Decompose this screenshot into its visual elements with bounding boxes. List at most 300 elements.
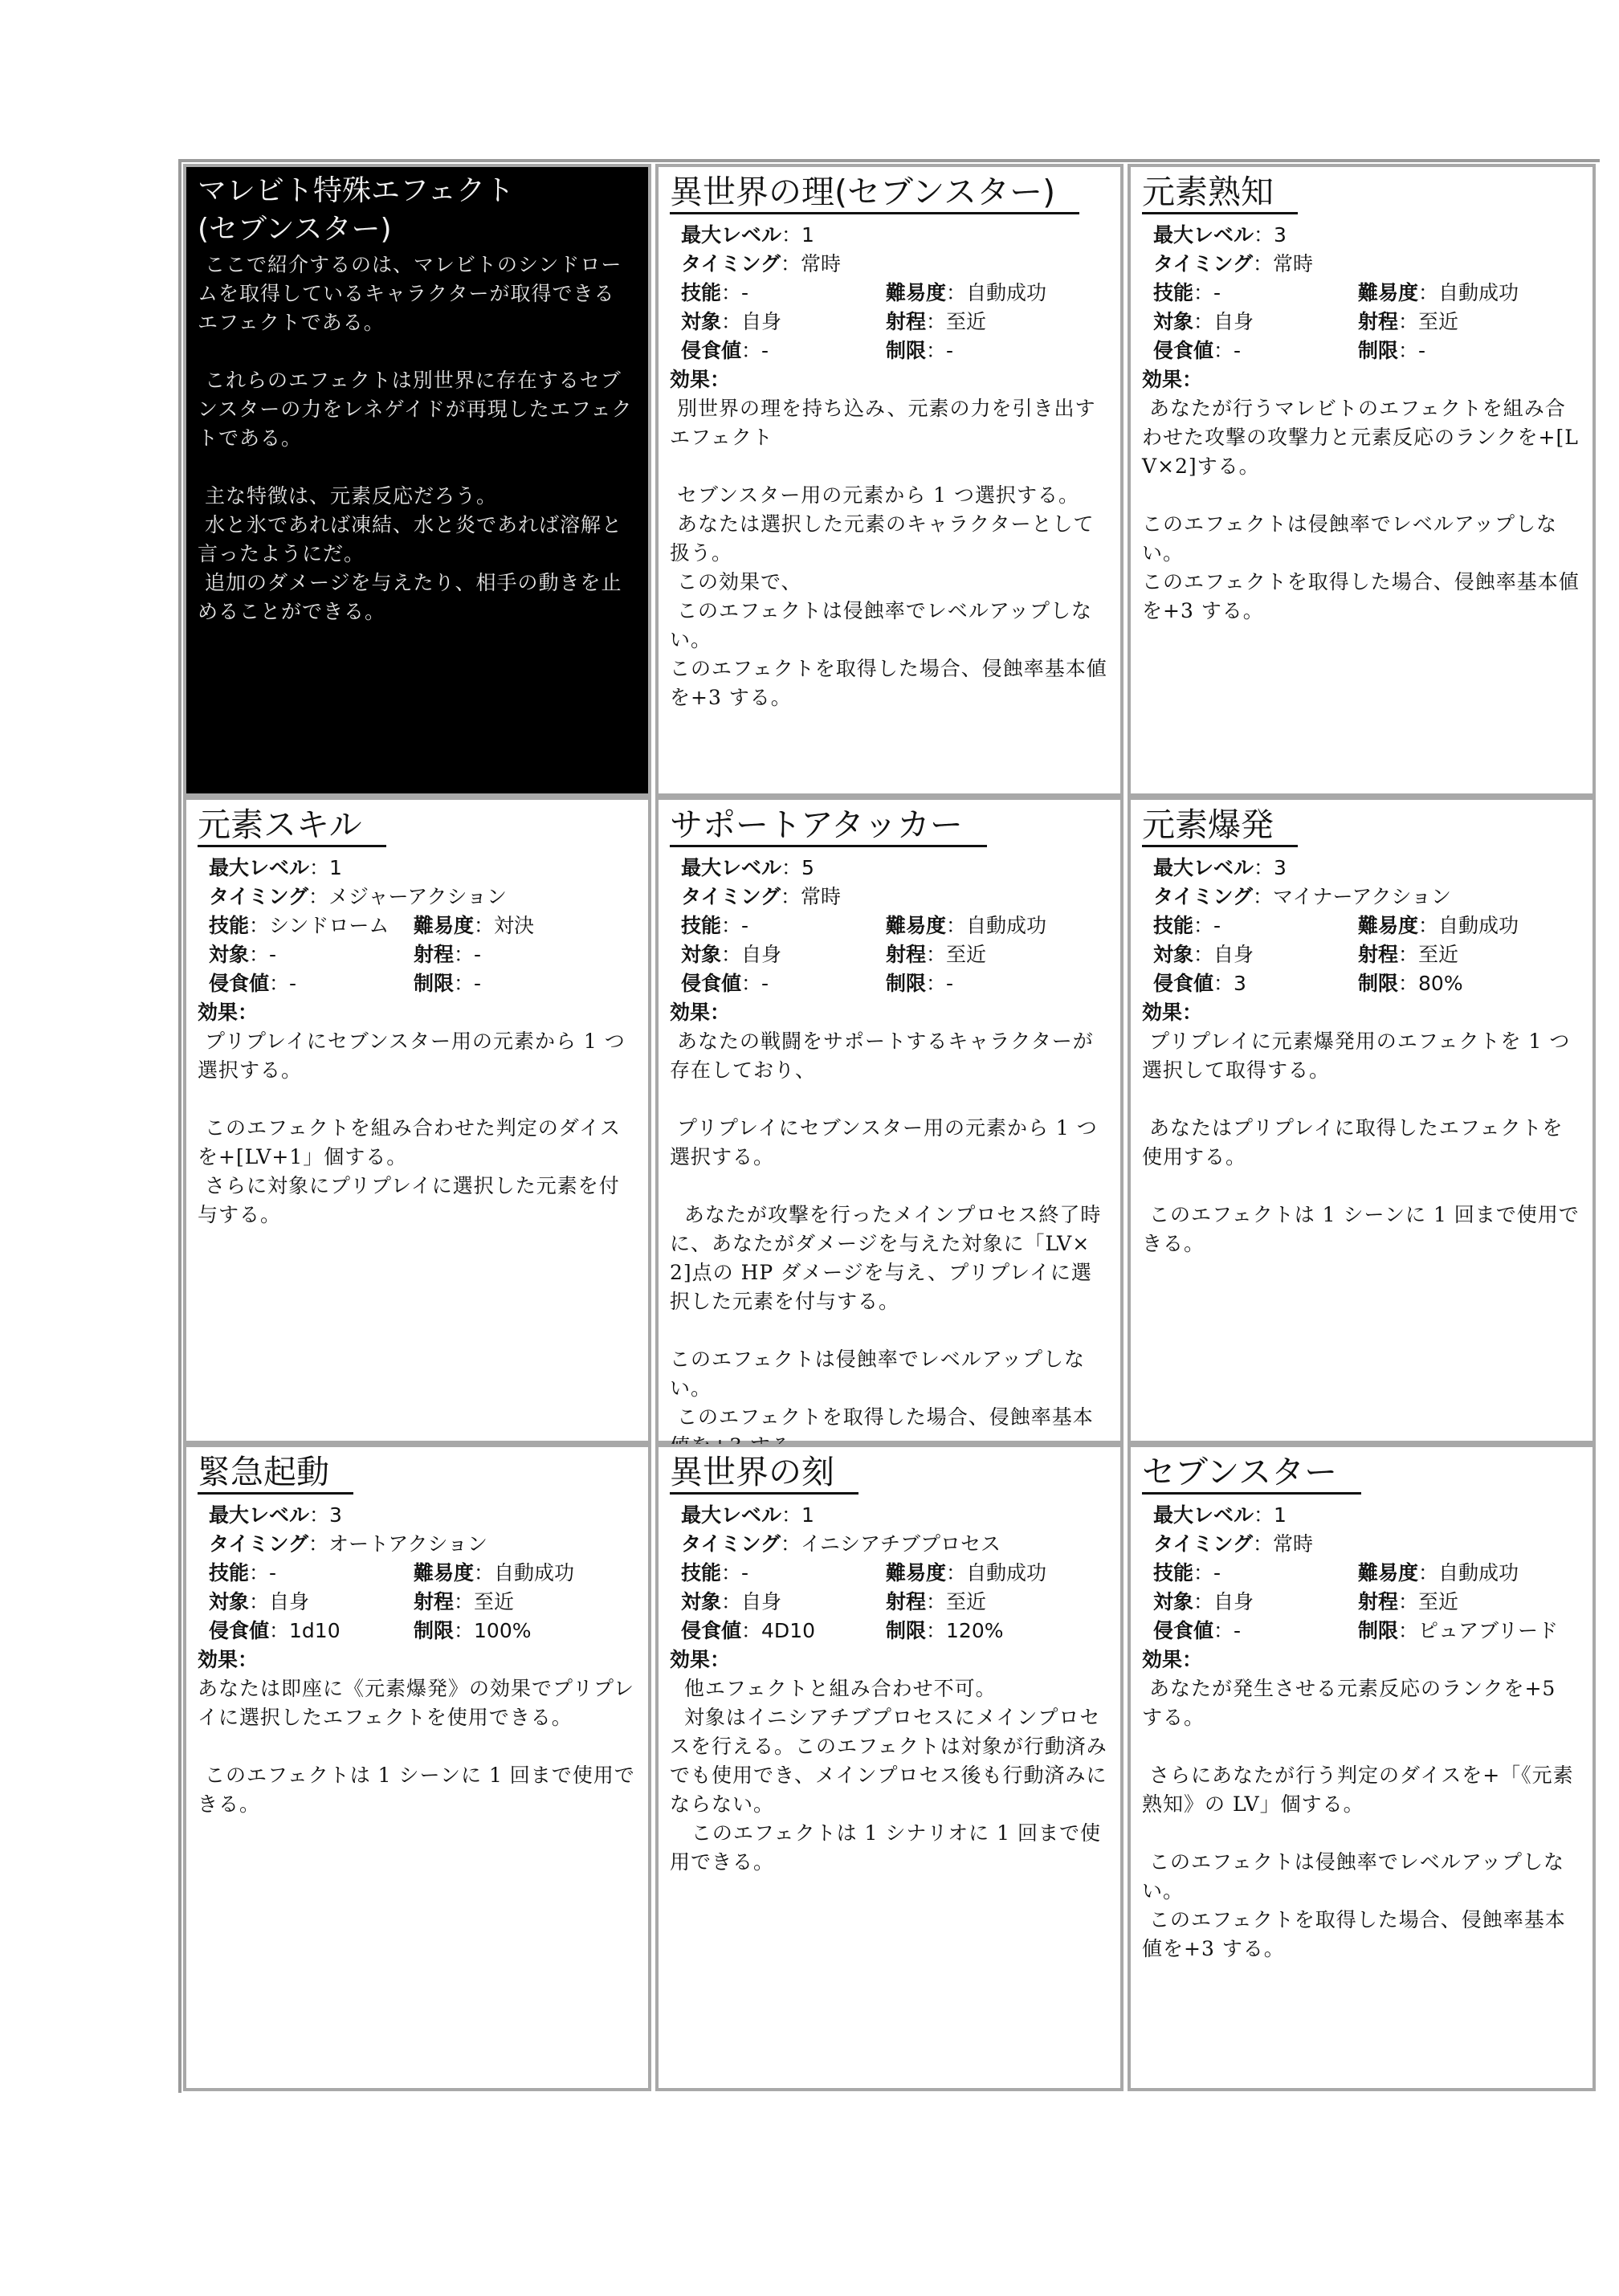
difficulty-label: 難易度 <box>886 914 947 937</box>
range-label: 射程 <box>1358 310 1399 333</box>
erosion-field <box>1153 969 1358 998</box>
difficulty-field <box>414 1559 574 1588</box>
skill-field <box>681 279 886 308</box>
max-level-label: 最大レベル <box>1153 223 1254 247</box>
timing-field <box>1153 883 1451 911</box>
range-field <box>1358 940 1458 969</box>
limit-label: 制限 <box>414 1619 455 1642</box>
range-value: 至近 <box>946 310 987 333</box>
range-field <box>414 940 481 969</box>
separator: ： <box>308 1532 329 1556</box>
max-level-field <box>1153 1501 1287 1530</box>
effect-label-text: 効果 <box>198 1648 239 1671</box>
effect-title: 異世界の理(セブンスター) <box>670 172 1079 214</box>
target-field <box>1153 1588 1358 1617</box>
difficulty-label: 難易度 <box>1358 281 1419 304</box>
max-level-label: 最大レベル <box>681 856 782 879</box>
erosion-value: 4D10 <box>761 1619 815 1642</box>
separator: ： <box>1213 972 1234 995</box>
timing-label: タイミング <box>681 885 781 908</box>
effect-stats <box>209 854 648 998</box>
limit-value: 80% <box>1418 972 1463 995</box>
difficulty-value: 対決 <box>494 914 535 937</box>
skill-label: 技能 <box>209 1561 250 1584</box>
timing-label: タイミング <box>209 1532 309 1556</box>
timing-label: タイミング <box>1153 885 1254 908</box>
effect-label-text: 効果 <box>670 368 711 391</box>
separator: ： <box>781 252 801 275</box>
target-value: - <box>269 943 277 966</box>
skill-label: 技能 <box>1153 281 1194 304</box>
separator: ： <box>946 281 967 304</box>
skill-field <box>209 1559 414 1588</box>
difficulty-label: 難易度 <box>1358 914 1419 937</box>
separator: ： <box>781 885 801 908</box>
skill-value: - <box>1213 914 1221 937</box>
effect-stats <box>1153 854 1592 998</box>
target-value: 自身 <box>741 310 782 333</box>
erosion-value: - <box>1234 1619 1242 1642</box>
effect-card <box>655 1444 1124 2091</box>
limit-label: 制限 <box>1358 1619 1399 1642</box>
target-label: 対象 <box>681 943 722 966</box>
difficulty-value: 自動成功 <box>966 914 1047 937</box>
timing-field <box>681 883 841 911</box>
max-level-value: 1 <box>801 223 814 247</box>
separator: ： <box>1213 339 1234 362</box>
separator: ： <box>710 368 731 391</box>
max-level-field <box>1153 221 1287 250</box>
erosion-label: 侵食値 <box>209 1619 270 1642</box>
target-field <box>681 1588 886 1617</box>
timing-label: タイミング <box>1153 1532 1254 1556</box>
separator: ： <box>474 1561 495 1584</box>
limit-label: 制限 <box>886 1619 927 1642</box>
separator: ： <box>1398 943 1419 966</box>
max-level-field <box>681 854 814 883</box>
intro-card <box>183 164 651 797</box>
separator: ： <box>1398 339 1419 362</box>
target-value: 自身 <box>1213 1590 1254 1613</box>
separator: ： <box>1254 1503 1274 1527</box>
separator: ： <box>741 339 762 362</box>
limit-value: 100% <box>474 1619 532 1642</box>
separator: ： <box>454 943 475 966</box>
limit-label: 制限 <box>414 972 455 995</box>
separator: ： <box>249 1590 270 1613</box>
skill-value: - <box>741 914 749 937</box>
limit-field <box>414 969 481 998</box>
separator: ： <box>781 1532 801 1556</box>
separator: ： <box>721 281 742 304</box>
limit-field <box>886 969 953 998</box>
skill-field <box>1153 279 1358 308</box>
target-value: 自身 <box>741 1590 782 1613</box>
separator: ： <box>1253 1532 1274 1556</box>
skill-value: - <box>1213 281 1221 304</box>
target-label: 対象 <box>681 310 722 333</box>
timing-value: イニシアチブプロセス <box>801 1532 1001 1556</box>
skill-label: 技能 <box>681 1561 722 1584</box>
erosion-value: - <box>761 339 769 362</box>
range-field <box>1358 1588 1458 1617</box>
limit-value: - <box>474 972 482 995</box>
separator: ： <box>721 310 742 333</box>
skill-value: シンドローム <box>269 914 389 937</box>
separator: ： <box>741 972 762 995</box>
max-level-label: 最大レベル <box>681 223 782 247</box>
separator: ： <box>781 223 802 247</box>
max-level-field <box>681 1501 814 1530</box>
effect-card <box>1128 1444 1596 2091</box>
separator: ： <box>1253 885 1274 908</box>
separator: ： <box>926 1590 947 1613</box>
separator: ： <box>1182 368 1203 391</box>
effect-card <box>1128 164 1596 797</box>
separator: ： <box>926 339 947 362</box>
erosion-label: 侵食値 <box>1153 1619 1214 1642</box>
difficulty-value: 自動成功 <box>494 1561 575 1584</box>
erosion-field <box>209 969 414 998</box>
separator: ： <box>721 914 742 937</box>
separator: ： <box>946 914 967 937</box>
effect-title: 元素熟知 <box>1142 172 1298 214</box>
timing-field <box>1153 250 1313 279</box>
effect-text: あなたは即座に《元素爆発》の効果でプリプレイに選択したエフェクトを使用できる。 このエフェクトは 1 シーンに 1 回まで使用できる。 <box>198 1677 635 1816</box>
range-field <box>1358 308 1458 336</box>
range-label: 射程 <box>886 1590 927 1613</box>
erosion-value: - <box>289 972 297 995</box>
separator: ： <box>238 1001 259 1024</box>
timing-label: タイミング <box>209 885 309 908</box>
range-value: 至近 <box>946 943 987 966</box>
effect-stats <box>681 854 1120 998</box>
timing-label: タイミング <box>681 252 781 275</box>
range-label: 射程 <box>886 943 927 966</box>
difficulty-value: 自動成功 <box>1438 281 1519 304</box>
separator: ： <box>269 1619 290 1642</box>
difficulty-value: 自動成功 <box>1438 914 1519 937</box>
range-value: 至近 <box>946 1590 987 1613</box>
target-field <box>209 940 414 969</box>
effect-card <box>1128 797 1596 1444</box>
max-level-label: 最大レベル <box>1153 1503 1254 1527</box>
timing-field <box>209 1530 487 1559</box>
max-level-value: 1 <box>801 1503 814 1527</box>
separator: ： <box>710 1001 731 1024</box>
limit-value: - <box>946 972 954 995</box>
effect-label <box>670 1646 1120 1674</box>
effect-text: プリプレイに元素爆発用のエフェクトを 1 つ選択して取得する。 あなたはプリプレイに取得したエフェクトを使用する。 このエフェクトは 1 シーンに 1 回まで使用できる。 <box>1142 1030 1580 1255</box>
difficulty-field <box>1358 1559 1519 1588</box>
separator: ： <box>946 1561 967 1584</box>
separator: ： <box>926 310 947 333</box>
timing-field <box>1153 1530 1313 1559</box>
target-value: 自身 <box>741 943 782 966</box>
effect-title: 元素スキル <box>198 805 386 847</box>
effect-stats <box>1153 221 1592 365</box>
range-value: 至近 <box>1418 310 1459 333</box>
max-level-value: 3 <box>329 1503 342 1527</box>
difficulty-field <box>886 1559 1046 1588</box>
separator: ： <box>781 856 802 879</box>
max-level-label: 最大レベル <box>209 856 310 879</box>
timing-value: 常時 <box>1273 1532 1314 1556</box>
effect-label <box>1142 1646 1592 1674</box>
effect-label-text: 効果 <box>670 1648 711 1671</box>
target-label: 対象 <box>209 1590 250 1613</box>
erosion-value: 1d10 <box>289 1619 341 1642</box>
separator: ： <box>1193 914 1214 937</box>
timing-field <box>681 250 841 279</box>
separator: ： <box>454 1619 475 1642</box>
timing-value: マイナーアクション <box>1273 885 1452 908</box>
separator: ： <box>1193 281 1214 304</box>
separator: ： <box>926 1619 947 1642</box>
timing-value: 常時 <box>1273 252 1314 275</box>
max-level-label: 最大レベル <box>1153 856 1254 879</box>
skill-field <box>681 911 886 940</box>
separator: ： <box>1418 914 1439 937</box>
effect-card <box>183 1444 651 2091</box>
timing-value: 常時 <box>801 252 842 275</box>
separator: ： <box>1193 1561 1214 1584</box>
erosion-field <box>681 969 886 998</box>
skill-value: - <box>741 1561 749 1584</box>
timing-value: 常時 <box>801 885 842 908</box>
difficulty-value: 自動成功 <box>966 281 1047 304</box>
target-label: 対象 <box>209 943 250 966</box>
effect-card-grid <box>183 164 1600 2091</box>
timing-label: タイミング <box>1153 252 1254 275</box>
timing-field <box>681 1530 1001 1559</box>
skill-label: 技能 <box>209 914 250 937</box>
difficulty-field <box>886 911 1046 940</box>
effect-card <box>655 164 1124 797</box>
effect-label-text: 効果 <box>1142 368 1183 391</box>
separator: ： <box>454 1590 475 1613</box>
separator: ： <box>1398 1590 1419 1613</box>
max-level-value: 3 <box>1274 223 1287 247</box>
effect-label <box>198 998 648 1027</box>
effect-text: 別世界の理を持ち込み、元素の力を引き出すエフェクト セブンスター用の元素から 1 つ選択する。 あなたは選択した元素のキャラクターとして扱う。 この効果で、 このエフェクトは侵蝕率でレベルアップしない。 このエフェクトを取得した場合、侵蝕率基本値を+3 する。 <box>670 397 1107 709</box>
max-level-value: 1 <box>1274 1503 1287 1527</box>
range-label: 射程 <box>1358 1590 1399 1613</box>
effect-label <box>670 998 1120 1027</box>
erosion-value: - <box>1234 339 1242 362</box>
separator: ： <box>1193 1590 1214 1613</box>
effect-text: あなたが発生させる元素反応のランクを+5 する。 さらにあなたが行う判定のダイスを+「《元素熟知》の LV」個する。 このエフェクトは侵蝕率でレベルアップしない。 このエフェクトを取得した場合、侵蝕率基本値を+3 する。 <box>1142 1677 1574 1960</box>
separator: ： <box>1182 1001 1203 1024</box>
erosion-label: 侵食値 <box>681 972 742 995</box>
range-value: 至近 <box>1418 1590 1459 1613</box>
target-field <box>681 940 886 969</box>
separator: ： <box>1193 943 1214 966</box>
erosion-value: - <box>761 972 769 995</box>
separator: ： <box>926 943 947 966</box>
effect-text: あなたの戦闘をサポートするキャラクターが存在しており、 プリプレイにセブンスター用の元素から 1 つ選択する。 あなたが攻撃を行ったメインプロセス終了時に、あなたがダメージを与えた対象に「LV×2]点の HP ダメージを与え、プリプレイに選択した元素を付与する。 このエフェクトは侵蝕率でレベルアップしない。 このエフェクトを取得した場合、侵蝕率基本 <box>670 1030 1102 1429</box>
skill-label: 技能 <box>1153 1561 1194 1584</box>
target-label: 対象 <box>1153 1590 1194 1613</box>
effect-stats <box>681 221 1120 365</box>
effect-text: 他エフェクトと組み合わせ不可。 対象はイニシアチブプロセスにメインプロセスを行える。このエフェクトは対象が行動済みでも使用でき、メインプロセス後も行動済みにならない。 このエフェクトは 1 シナリオに 1 回まで使用できる。 <box>670 1677 1107 1874</box>
separator: ： <box>309 1503 330 1527</box>
separator: ： <box>1193 310 1214 333</box>
max-level-label: 最大レベル <box>681 1503 782 1527</box>
effect-card <box>183 797 651 1444</box>
skill-field <box>681 1559 886 1588</box>
effect-label-text: 効果 <box>1142 1001 1183 1024</box>
separator: ： <box>309 856 330 879</box>
effect-title: 異世界の刻 <box>670 1452 858 1495</box>
separator: ： <box>1253 252 1274 275</box>
separator: ： <box>238 1648 259 1671</box>
difficulty-label: 難易度 <box>886 281 947 304</box>
max-level-value: 5 <box>801 856 814 879</box>
limit-field <box>1358 969 1463 998</box>
separator: ： <box>249 1561 270 1584</box>
target-field <box>1153 308 1358 336</box>
limit-label: 制限 <box>886 972 927 995</box>
separator: ： <box>249 914 270 937</box>
separator: ： <box>1398 972 1419 995</box>
effect-title: セブンスター <box>1142 1452 1361 1495</box>
difficulty-field <box>1358 279 1519 308</box>
skill-field <box>1153 1559 1358 1588</box>
skill-label: 技能 <box>1153 914 1194 937</box>
effect-text: あなたが行うマレビトのエフェクトを組み合わせた攻撃の攻撃力と元素反応のランクを+[LV×2]する。 このエフェクトは侵蝕率でレベルアップしない。 このエフェクトを取得した場合、侵蝕率基本値を+3 する。 <box>1142 397 1580 622</box>
separator: ： <box>721 943 742 966</box>
effect-label-text: 効果 <box>1142 1648 1183 1671</box>
max-level-label: 最大レベル <box>209 1503 310 1527</box>
erosion-field <box>1153 336 1358 365</box>
limit-field <box>886 336 953 365</box>
difficulty-field <box>414 911 534 940</box>
separator: ： <box>721 1561 742 1584</box>
timing-value: メジャーアクション <box>328 885 508 908</box>
range-field <box>886 940 986 969</box>
erosion-label: 侵食値 <box>681 339 742 362</box>
separator: ： <box>1254 856 1274 879</box>
erosion-label: 侵食値 <box>1153 339 1214 362</box>
limit-value: - <box>946 339 954 362</box>
target-value: 自身 <box>269 1590 310 1613</box>
separator: ： <box>1254 223 1274 247</box>
max-level-field <box>1153 854 1287 883</box>
intro-text: ここで紹介するのは、マレビトのシンドロームを取得しているキャラクターが取得できるエフェクトである。 これらのエフェクトは別世界に存在するセブンスターの力をレネゲイドが再現したエフェクトである。 主な特徴は、元素反応だろう。 水と氷であれば凍結、水と炎であれば溶解と言ったようにだ。 追加のダメージを与えたり、相手の動きを止めることができる。 <box>198 253 633 623</box>
range-label: 射程 <box>1358 943 1399 966</box>
skill-field <box>209 911 414 940</box>
max-level-field <box>209 854 342 883</box>
target-field <box>209 1588 414 1617</box>
limit-field <box>1358 1617 1558 1646</box>
effect-label-text: 効果 <box>198 1001 239 1024</box>
skill-label: 技能 <box>681 914 722 937</box>
effect-title: サポートアタッカー <box>670 805 987 847</box>
separator: ： <box>269 972 290 995</box>
effect-label <box>1142 365 1592 394</box>
erosion-field <box>681 336 886 365</box>
difficulty-value: 自動成功 <box>966 1561 1047 1584</box>
skill-label: 技能 <box>681 281 722 304</box>
target-label: 対象 <box>681 1590 722 1613</box>
effect-card <box>655 797 1124 1444</box>
separator: ： <box>454 972 475 995</box>
range-value: 至近 <box>1418 943 1459 966</box>
range-label: 射程 <box>414 1590 455 1613</box>
limit-value: - <box>1418 339 1426 362</box>
effect-stats <box>1153 1501 1592 1646</box>
effect-title: 元素爆発 <box>1142 805 1298 847</box>
target-field <box>681 308 886 336</box>
separator: ： <box>781 1503 802 1527</box>
skill-value: - <box>741 281 749 304</box>
separator: ： <box>926 972 947 995</box>
range-value: - <box>474 943 482 966</box>
effect-label <box>1142 998 1592 1027</box>
effect-stats <box>209 1501 648 1646</box>
intro-title: マレビト特殊エフェクト (セブンスター) <box>198 174 515 246</box>
separator: ： <box>249 943 270 966</box>
difficulty-label: 難易度 <box>1358 1561 1419 1584</box>
difficulty-label: 難易度 <box>886 1561 947 1584</box>
range-field <box>886 1588 986 1617</box>
separator: ： <box>1398 310 1419 333</box>
effect-label <box>670 365 1120 394</box>
erosion-label: 侵食値 <box>1153 972 1214 995</box>
limit-label: 制限 <box>1358 972 1399 995</box>
target-value: 自身 <box>1213 943 1254 966</box>
separator: ： <box>721 1590 742 1613</box>
max-level-field <box>209 1501 342 1530</box>
target-label: 対象 <box>1153 943 1194 966</box>
separator: ： <box>308 885 329 908</box>
separator: ： <box>1418 281 1439 304</box>
limit-value: 120% <box>946 1619 1004 1642</box>
limit-field <box>1358 336 1425 365</box>
difficulty-field <box>886 279 1046 308</box>
effect-label <box>198 1646 648 1674</box>
range-field <box>886 308 986 336</box>
erosion-field <box>1153 1617 1358 1646</box>
range-value: 至近 <box>474 1590 515 1613</box>
limit-value: ピュアブリード <box>1418 1619 1559 1642</box>
effect-label-text: 効果 <box>670 1001 711 1024</box>
separator: ： <box>1182 1648 1203 1671</box>
erosion-value: 3 <box>1234 972 1246 995</box>
target-label: 対象 <box>1153 310 1194 333</box>
range-label: 射程 <box>886 310 927 333</box>
timing-label: タイミング <box>681 1532 781 1556</box>
separator: ： <box>474 914 495 937</box>
max-level-value: 1 <box>329 856 342 879</box>
difficulty-field <box>1358 911 1519 940</box>
skill-value: - <box>1213 1561 1221 1584</box>
limit-label: 制限 <box>886 339 927 362</box>
erosion-field <box>209 1617 414 1646</box>
effect-text: プリプレイにセブンスター用の元素から 1 つ選択する。 このエフェクトを組み合わせた判定のダイスを+[LV+1」個する。 さらに対象にプリプレイに選択した元素を付与する。 <box>198 1030 626 1226</box>
erosion-label: 侵食値 <box>681 1619 742 1642</box>
difficulty-label: 難易度 <box>414 914 475 937</box>
limit-label: 制限 <box>1358 339 1399 362</box>
separator: ： <box>710 1648 731 1671</box>
max-level-value: 3 <box>1274 856 1287 879</box>
effect-title: 緊急起動 <box>198 1452 353 1495</box>
target-field <box>1153 940 1358 969</box>
difficulty-label: 難易度 <box>414 1561 475 1584</box>
timing-value: オートアクション <box>328 1532 488 1556</box>
skill-value: - <box>269 1561 277 1584</box>
